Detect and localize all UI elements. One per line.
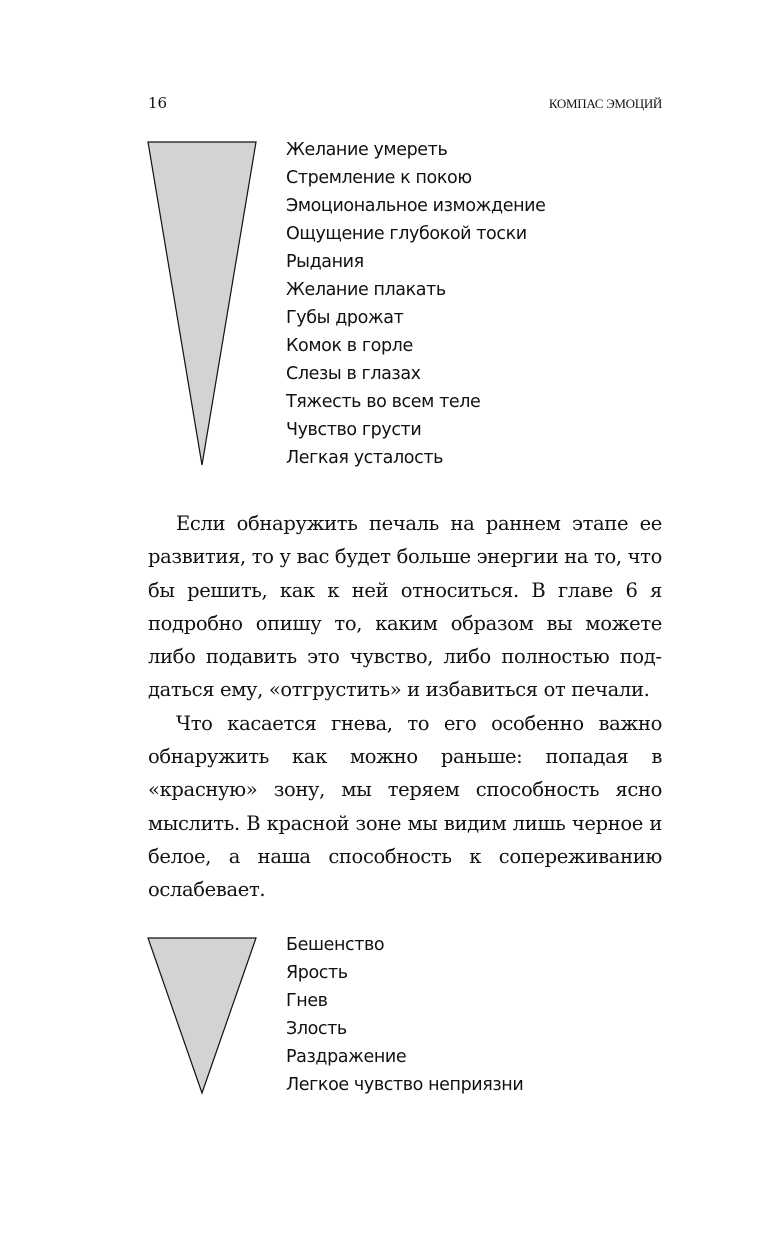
- scale-item: Ярость: [286, 963, 348, 983]
- scale-item: Губы дрожат: [286, 308, 404, 328]
- scale-item: Желание плакать: [286, 280, 446, 300]
- scale-item: Гнев: [286, 991, 328, 1011]
- anger-scale: [147, 937, 667, 1107]
- scale-item: Злость: [286, 1019, 347, 1039]
- scale-item: Стремление к покою: [286, 168, 472, 188]
- sadness-list: [286, 136, 545, 472]
- scale-item: Легкое чувство неприязни: [286, 1075, 524, 1095]
- running-title: КОМПАС ЭМОЦИЙ: [548, 96, 662, 111]
- anger-triangle-shape: [148, 938, 256, 1093]
- scale-item: Ощущение глубокой тоски: [286, 224, 527, 244]
- scale-item: Бешенство: [286, 935, 385, 955]
- scale-item: Желание умереть: [286, 140, 448, 160]
- anger-list: [286, 931, 523, 1099]
- scale-item: Эмоциональное измождение: [286, 196, 546, 216]
- scale-item: Слезы в глазах: [286, 364, 421, 384]
- anger-triangle: [147, 937, 259, 1095]
- sadness-triangle-shape: [148, 142, 256, 465]
- scale-item: Тяжесть во всем теле: [286, 392, 481, 412]
- scale-item: Чувство грусти: [286, 420, 422, 440]
- scale-item: Рыдания: [286, 252, 364, 272]
- scale-item: Комок в горле: [286, 336, 413, 356]
- body-text: [148, 507, 662, 907]
- paragraph-2: Что касается гнева, то его особенно важно обнаружить как можно раньше: попадая в «красную» зону, мы теряем способность ясно мыслить. В красной зоне мы видим лишь черное и белое, а наша способность к сопереживанию ослабевает.: [148, 711, 662, 902]
- paragraph-1: Если обнаружить печаль на раннем этапе ее развития, то у вас будет больше энергии на то, что бы решить, как к ней относиться. В главе 6 я подробно опишу то, каким образом вы можете либо подавить это чувство, либо полностью поддаться ему, «отгрустить» и избавиться от печали.: [148, 512, 662, 702]
- page-number: 16: [148, 94, 168, 112]
- scale-item: Раздражение: [286, 1047, 407, 1067]
- scale-item: Легкая усталость: [286, 448, 444, 468]
- sadness-triangle: [147, 141, 259, 467]
- sadness-scale: [147, 141, 667, 471]
